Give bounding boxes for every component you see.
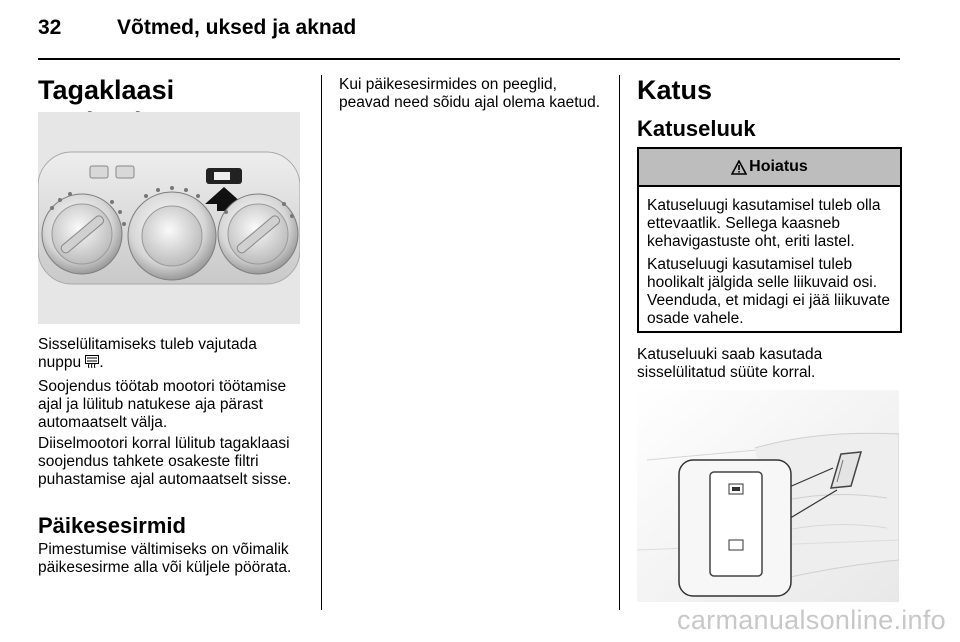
- sunroof-switch-image: [637, 390, 899, 602]
- paragraph-turn-on-line1: Sisselülitamiseks tuleb vajutada: [38, 336, 257, 353]
- warning-box: [637, 147, 902, 333]
- section-heading-rear-defrost: Tagaklaasi: [38, 75, 175, 105]
- section-heading-roof: Katus: [637, 75, 713, 105]
- section-heading-sun-visors: Päikesesirmid: [38, 513, 186, 538]
- warning-body: [639, 187, 900, 339]
- page-number: 32: [38, 16, 62, 39]
- watermark: carmanualsonline.info: [677, 605, 946, 635]
- warning-header: [639, 149, 900, 187]
- column-divider-1: [321, 75, 322, 610]
- paragraph-turn-on: [38, 336, 310, 372]
- warning-text-1: Katuseluugi kasutamisel tuleb olla ettevaatlik. Sellega kaasneb kehavigastuste oht, eriti lastel.: [647, 197, 881, 250]
- paragraph-turn-on-line2: [38, 354, 310, 372]
- header-rule: [38, 58, 900, 60]
- paragraph-heating-operation: Soojendus töötab mootori töötamise ajal ja lülitub natukese aja pärast automaatselt välja.: [38, 378, 287, 431]
- paragraph-turn-on-text: nuppu: [38, 354, 82, 371]
- climate-control-illustration: [38, 112, 300, 324]
- paragraph-visor-mirrors: Kui päikesesirmides on peeglid, peavad need sõidu ajal olema kaetud.: [339, 76, 601, 111]
- paragraph-turn-on-end: .: [99, 354, 104, 371]
- warning-triangle-icon: [731, 160, 747, 175]
- paragraph-sun-visors: Pimestumise vältimiseks on võimalik päikesesirme alla või küljele pöörata.: [38, 541, 292, 576]
- climate-control-image: [38, 112, 300, 324]
- warning-title: Hoiatus: [749, 158, 808, 175]
- column-divider-2: [619, 75, 620, 610]
- warning-text-2: Katuseluugi kasutamisel tuleb hoolikalt jälgida selle liikuvaid osi. Veenduda, et midagi ei jää liikuvate osade vahele.: [647, 256, 890, 327]
- sunroof-switch-illustration: [637, 390, 899, 602]
- paragraph-diesel: Diiselmootori korral lülitub tagaklaasi soojendus tahkete osakeste filtri puhastamise ajal automaatselt sisse.: [38, 435, 292, 488]
- rear-defrost-icon: [85, 355, 99, 368]
- section-heading-sunroof: Katuseluuk: [637, 116, 756, 141]
- paragraph-sunroof-ignition: Katuseluuki saab kasutada sisselülitatud süüte korral.: [637, 346, 823, 381]
- chapter-title: Võtmed, uksed ja aknad: [117, 16, 357, 39]
